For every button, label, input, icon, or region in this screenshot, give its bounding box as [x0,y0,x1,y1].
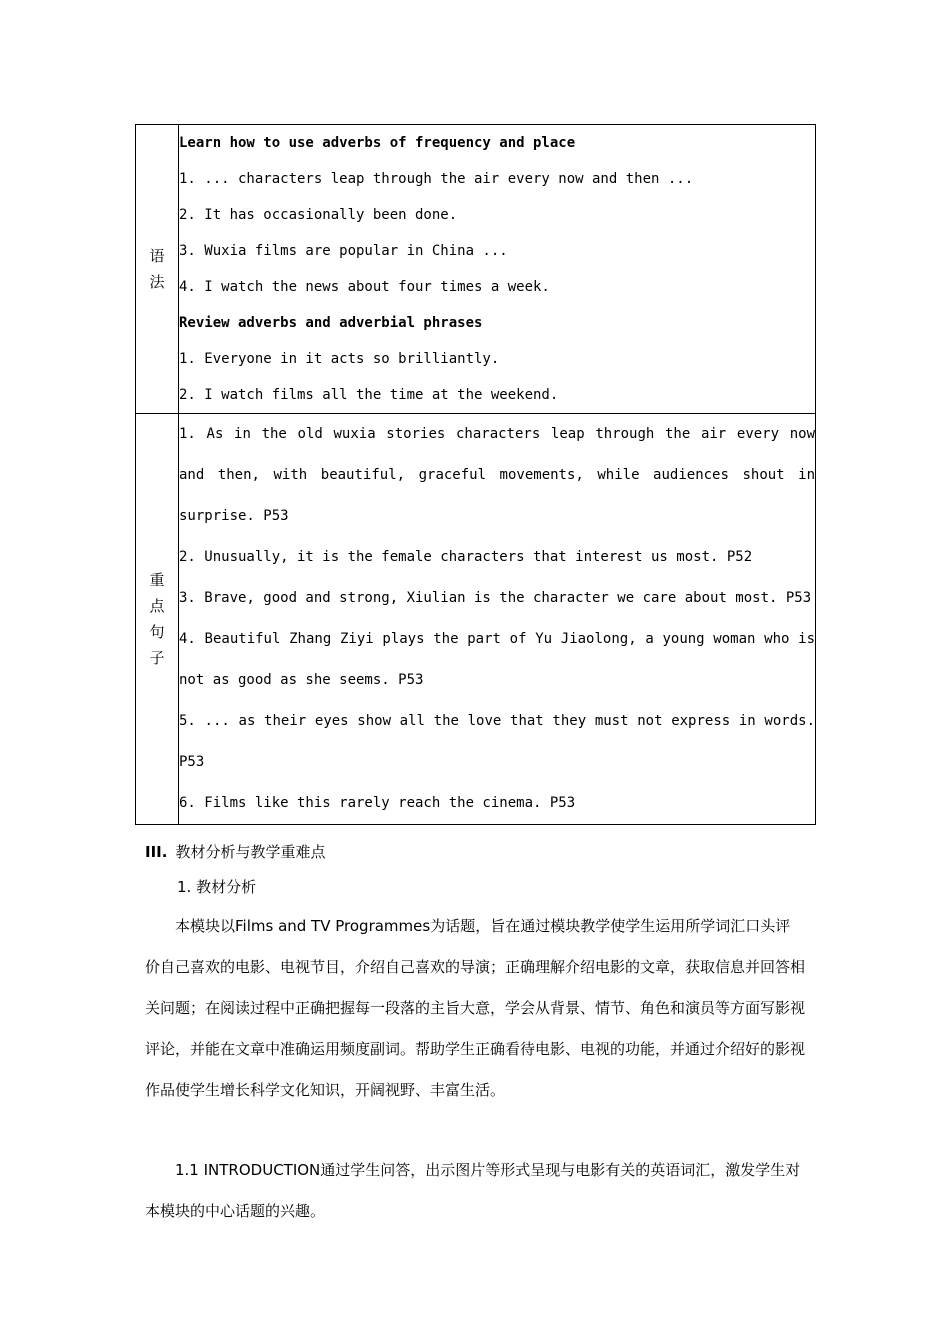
key-sentences-label-cell [136,414,179,825]
grammar-lines [179,125,815,413]
analysis-paragraph [145,906,805,1111]
grammar-heading: Learn how to use adverbs of frequency and place [179,135,576,151]
key-sentence: 4. Beautiful Zhang Ziyi plays the part of Yu Jiaolong, a young woman who is not as good as she seems. P53 [179,631,815,688]
key-sentences-row [136,414,816,825]
key-sentences-label: 重点句子 [149,571,165,667]
intro-paragraph [145,1150,805,1232]
grammar-example: 4. I watch the news about four times a week. [179,279,550,295]
key-sentence: 5. ... as their eyes show all the love that they must not express in words. P53 [179,713,815,770]
key-sentence: 3. Brave, good and strong, Xiulian is the character we care about most. P53 [179,590,812,606]
section-heading [145,840,805,864]
section-number: III. [145,843,168,861]
key-sentences-list [179,414,815,824]
grammar-example: 1. Everyone in it acts so brilliantly. [179,351,500,367]
grammar-example: 2. I watch films all the time at the weekend. [179,387,559,403]
lesson-table [135,124,816,825]
grammar-example: 1. ... characters leap through the air every now and then ... [179,171,694,187]
key-sentence: 2. Unusually, it is the female characters that interest us most. P52 [179,549,753,565]
section-title: 教材分析与教学重难点 [175,843,326,861]
analysis-text: 本模块以Films and TV Programmes为话题，旨在通过模块教学使学生运用所学词汇口头评价自己喜欢的电影、电视节目，介绍自己喜欢的导演；正确理解介绍电影的文章，获取信息并回答相关问题；在阅读过程中正确把握每一段落的主旨大意，学会从背景、情节、角色和演员等方面写影视评论，并能在文章中准确运用频度副词。帮助学生正确看待电影、电视的功能，并通过介绍好的影视作品使学生增长科学文化知识，开阔视野、丰富生活。 [145,917,806,1099]
grammar-example: 2. It has occasionally been done. [179,207,458,223]
grammar-content [179,125,816,414]
sub-heading: 1. 教材分析 [177,878,257,896]
grammar-example: 3. Wuxia films are popular in China ... [179,243,508,259]
intro-text: 1.1 INTRODUCTION通过学生问答，出示图片等形式呈现与电影有关的英语词汇，激发学生对本模块的中心话题的兴趣。 [145,1161,801,1220]
grammar-label-cell [136,125,179,414]
grammar-heading: Review adverbs and adverbial phrases [179,315,483,331]
key-sentence: 1. As in the old wuxia stories characters leap through the air every now and then, with beautiful, graceful movements, while audiences shout in surprise. P53 [179,426,815,524]
grammar-row [136,125,816,414]
grammar-label: 语法 [149,247,165,291]
key-sentence: 6. Films like this rarely reach the cinema. P53 [179,795,576,811]
key-sentences-content [179,414,816,825]
